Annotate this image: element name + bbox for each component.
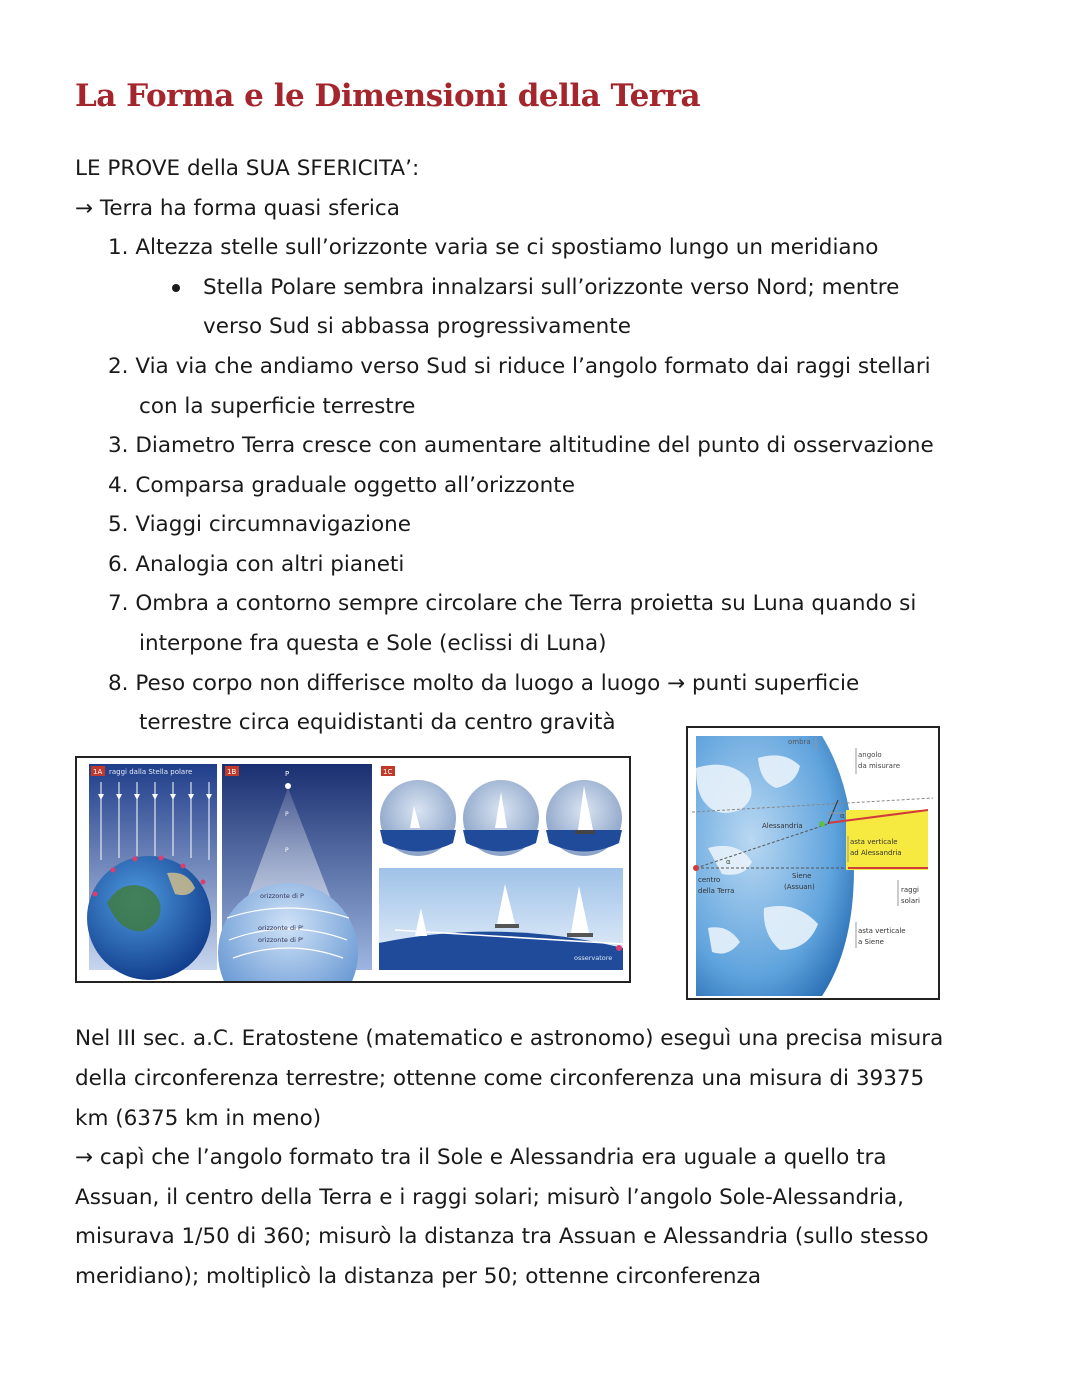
label-siene-a: Siene bbox=[792, 872, 812, 880]
label-pole2-a: asta verticale bbox=[858, 927, 906, 935]
proof-item-5: 5. Viaggi circumnavigazione bbox=[108, 512, 411, 537]
label-alpha-centre: α bbox=[726, 858, 731, 866]
eratosthenes-diagram bbox=[688, 728, 938, 998]
proof-item-7-cont: interpone fra questa e Sole (eclissi di Luna) bbox=[139, 631, 607, 656]
panel-1c-ships bbox=[379, 868, 623, 970]
label-rays-a: raggi bbox=[901, 886, 919, 894]
panel-tag-1b: 1B bbox=[227, 768, 237, 776]
proof-item-4: 4. Comparsa graduale oggetto all’orizzonte bbox=[108, 473, 575, 498]
label-p: P bbox=[285, 770, 290, 778]
label-centre-b: della Terra bbox=[698, 887, 735, 895]
paragraph-2-line-1: → capì che l’angolo formato tra il Sole e Alessandria era uguale a quello tra bbox=[75, 1145, 887, 1170]
label-horizon-p: orizzonte di P bbox=[260, 892, 304, 900]
label-shadow: ombra bbox=[788, 738, 811, 746]
label-observer: osservatore bbox=[574, 954, 613, 962]
proof-item-8-cont: terrestre circa equidistanti da centro gravità bbox=[139, 710, 616, 735]
paragraph-2-line-3: misurava 1/50 di 360; misurò la distanza tra Assuan e Alessandria (sullo stesso bbox=[75, 1224, 929, 1249]
eratosthenes-figure bbox=[686, 726, 940, 1000]
panel-tag-1a: 1A bbox=[93, 768, 103, 776]
label-angle-b: da misurare bbox=[858, 762, 901, 770]
label-angle-a: angolo bbox=[858, 751, 882, 759]
label-pole-b: ad Alessandria bbox=[850, 849, 902, 857]
sphericity-evidence-figure bbox=[75, 756, 631, 983]
label-pole2-b: a Siene bbox=[858, 938, 884, 946]
telescope-view-1 bbox=[380, 780, 456, 856]
proof-item-3: 3. Diametro Terra cresce con aumentare altitudine del punto di osservazione bbox=[108, 433, 934, 458]
label-polar-rays: raggi dalla Stella polare bbox=[109, 768, 193, 776]
intro-line: → Terra ha forma quasi sferica bbox=[75, 196, 400, 221]
telescope-view-3 bbox=[546, 780, 622, 856]
proof-item-1: 1. Altezza stelle sull’orizzonte varia se ci spostiamo lungo un meridiano bbox=[108, 235, 879, 260]
panel-tag-1c: 1C bbox=[383, 768, 393, 776]
proof-item-6: 6. Analogia con altri pianeti bbox=[108, 552, 405, 577]
proof-item-1-sub-cont: verso Sud si abbassa progressivamente bbox=[203, 314, 631, 339]
label-p1: P bbox=[285, 811, 289, 818]
paragraph-2-line-2: Assuan, il centro della Terra e i raggi solari; misurò l’angolo Sole-Alessandria, bbox=[75, 1185, 905, 1210]
proof-item-8: 8. Peso corpo non differisce molto da luogo a luogo → punti superficie bbox=[108, 671, 860, 696]
label-centre-a: centro bbox=[698, 876, 721, 884]
label-alpha: α bbox=[840, 812, 845, 820]
section-heading: LE PROVE della SUA SFERICITA’: bbox=[75, 156, 420, 181]
panel-1c bbox=[379, 764, 623, 864]
label-pole-a: asta verticale bbox=[850, 838, 898, 846]
label-horizon-p1: orizzonte di P' bbox=[258, 924, 304, 932]
label-p2: P bbox=[285, 847, 289, 854]
label-rays-b: solari bbox=[901, 897, 920, 905]
proof-item-1-sub: Stella Polare sembra innalzarsi sull’orizzonte verso Nord; mentre bbox=[203, 275, 900, 300]
proof-item-7: 7. Ombra a contorno sempre circolare che Terra proietta su Luna quando si bbox=[108, 591, 917, 616]
bullet-dot-icon bbox=[172, 284, 180, 292]
sphericity-evidence-illustration bbox=[77, 758, 629, 981]
panel-1b bbox=[218, 764, 372, 981]
paragraph-1-line-2: della circonferenza terrestre; ottenne come circonferenza una misura di 39375 bbox=[75, 1066, 925, 1091]
proof-item-2-cont: con la superficie terrestre bbox=[139, 394, 416, 419]
paragraph-1-line-1: Nel III sec. a.C. Eratostene (matematico e astronomo) eseguì una precisa misura bbox=[75, 1026, 944, 1051]
paragraph-1-line-3: km (6375 km in meno) bbox=[75, 1106, 322, 1131]
label-siene-b: (Assuan) bbox=[784, 883, 815, 891]
page-title: La Forma e le Dimensioni della Terra bbox=[75, 78, 701, 114]
label-horizon-p2: orizzonte di P' bbox=[258, 936, 304, 944]
telescope-view-2 bbox=[463, 780, 539, 856]
paragraph-2-line-4: meridiano); moltiplicò la distanza per 50; ottenne circonferenza bbox=[75, 1264, 762, 1289]
panel-1a bbox=[87, 764, 217, 980]
label-alessandria: Alessandria bbox=[762, 822, 803, 830]
proof-item-2: 2. Via via che andiamo verso Sud si riduce l’angolo formato dai raggi stellari bbox=[108, 354, 931, 379]
